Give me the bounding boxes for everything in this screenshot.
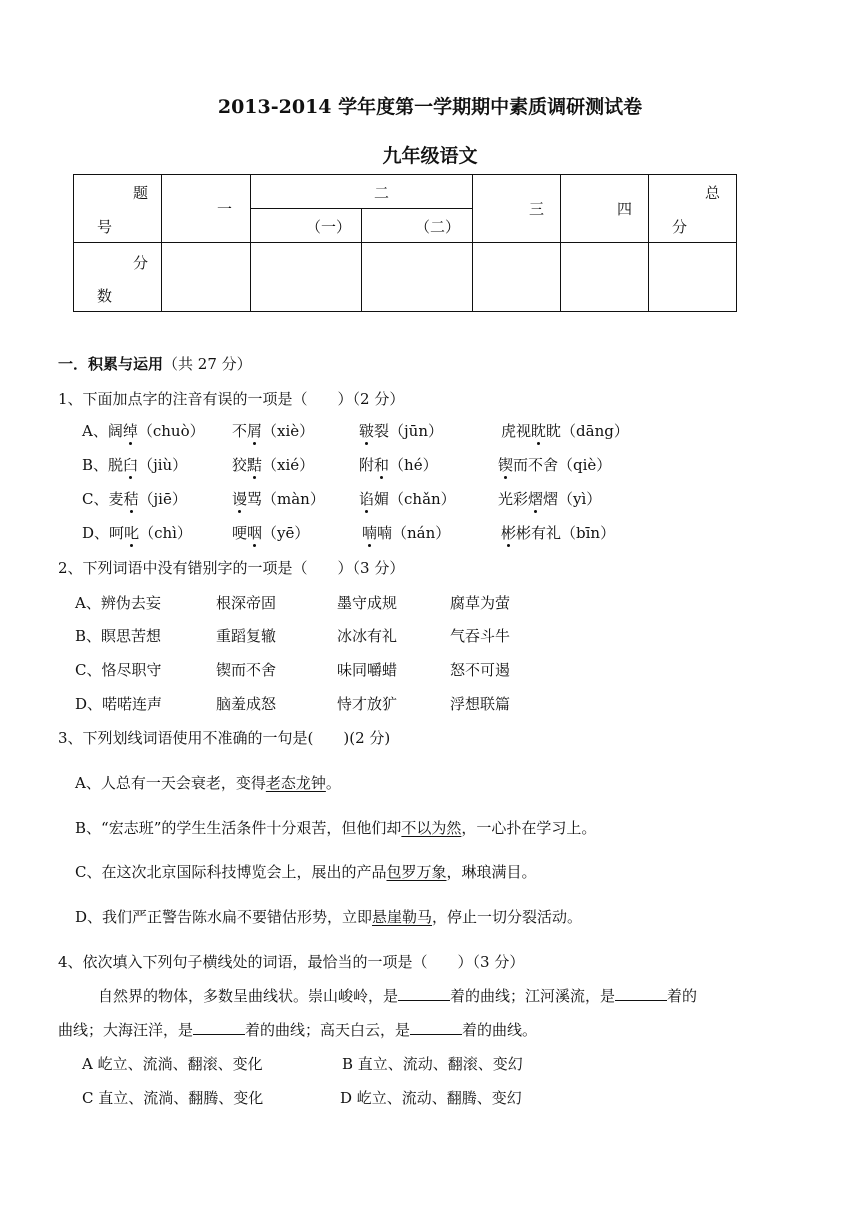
- dotted-char: 秸: [123, 490, 139, 508]
- dotted-char: 锲: [498, 456, 514, 474]
- question-1-option-c-word-4: [498, 488, 601, 509]
- option-text: B、“宏志班”的学生生活条件十分艰苦，但他们却: [75, 819, 402, 837]
- question-1-option-a: [82, 420, 205, 441]
- table-header-col-1: 一: [217, 200, 233, 218]
- question-2-option-d-2: 脑羞成怒: [216, 695, 277, 713]
- pinyin: （hé）: [389, 456, 438, 474]
- question-2-option-c-2: 锲而不舍: [216, 661, 277, 679]
- fill-blank[interactable]: [615, 986, 667, 1001]
- option-text: 虎视: [501, 422, 532, 440]
- section-points: （共 27 分）: [163, 355, 252, 373]
- option-text: 熠（yì）: [543, 490, 602, 508]
- question-4-option-c: C 直立、流淌、翻腾、变化: [82, 1089, 264, 1107]
- passage-text: 着的: [667, 987, 698, 1005]
- option-text: 阔: [107, 422, 123, 440]
- option-text: 而不舍（qiè）: [513, 456, 612, 474]
- question-2-option-c-4: 怒不可遏: [450, 661, 511, 679]
- option-text: 麦: [108, 490, 124, 508]
- question-3-stem: 3、下列划线词语使用不准确的一句是( )(2 分): [58, 729, 391, 747]
- option-text: ，停止一切分裂活动。: [432, 908, 583, 926]
- question-2-option-c-1: C、恪尽职守: [75, 661, 162, 679]
- option-text: 狡: [232, 456, 248, 474]
- question-1-option-d: [82, 522, 192, 543]
- table-header-col-3: 三: [529, 200, 545, 218]
- table-header-tihao-1: 题: [133, 184, 149, 202]
- table-col-divider: [361, 208, 362, 312]
- table-col-divider: [648, 174, 649, 312]
- pinyin: （chì）: [139, 524, 192, 542]
- question-1-option-b-word-3: [359, 454, 438, 475]
- option-letter: C、: [82, 490, 109, 508]
- table-col-divider: [250, 174, 251, 312]
- table-col-divider: [560, 174, 561, 312]
- option-text: D、我们严正警告陈水扁不要错估形势，立即: [75, 908, 373, 926]
- dotted-char: 熠: [528, 490, 544, 508]
- question-4-option-b: B 直立、流动、翻滚、变幻: [342, 1055, 523, 1073]
- dotted-char: 屑: [247, 422, 263, 440]
- table-border-right: [736, 174, 737, 312]
- question-3-option-d: [75, 906, 582, 927]
- question-1-option-d-word-2: [232, 522, 309, 543]
- table-score-label-2: 数: [97, 287, 113, 305]
- question-2-option-a-2: 根深帝固: [216, 594, 277, 612]
- pinyin: （xiè）: [262, 422, 315, 440]
- passage-text: 着的曲线。: [462, 1021, 538, 1039]
- question-1-option-b-word-4: [498, 454, 611, 475]
- fill-blank[interactable]: [398, 986, 450, 1001]
- question-1-option-c: [82, 488, 187, 509]
- dotted-char: 谩: [232, 490, 248, 508]
- pinyin: （jiù）: [138, 456, 188, 474]
- option-text: 媚（chǎn）: [374, 490, 456, 508]
- fill-blank[interactable]: [410, 1020, 462, 1035]
- question-2-option-b-4: 气吞斗牛: [450, 627, 511, 645]
- score-table: [73, 174, 737, 312]
- exam-subtitle: 九年级语文: [382, 145, 478, 167]
- question-1-option-d-word-4: [501, 522, 615, 543]
- dotted-char: 臼: [123, 456, 139, 474]
- question-3-option-c: [75, 861, 537, 882]
- table-header-col-4: 四: [617, 200, 633, 218]
- table-score-label-1: 分: [133, 254, 149, 272]
- section-number: 一．: [58, 355, 89, 373]
- section-heading: [58, 353, 252, 374]
- table-border-bottom: [73, 311, 737, 312]
- option-text: 呵: [109, 524, 125, 542]
- question-1-option-a-word-4: [501, 420, 629, 441]
- option-text: ，琳琅满目。: [446, 863, 537, 881]
- table-header-tihao-2: 号: [97, 218, 113, 236]
- question-2-option-a-1: A、辨伪去妄: [75, 594, 161, 612]
- table-row-divider: [73, 242, 737, 243]
- option-text: 脱: [108, 456, 124, 474]
- underlined-phrase: 悬崖勒马: [372, 908, 433, 926]
- question-1-option-b-word-2: [232, 454, 314, 475]
- question-2-option-d-3: 恃才放犷: [337, 695, 398, 713]
- question-4-passage-line-1: [98, 985, 697, 1006]
- option-letter: A、: [82, 422, 108, 440]
- question-2-option-b-3: 冰冰有礼: [337, 627, 398, 645]
- option-letter: D、: [82, 524, 110, 542]
- question-1-option-b: [82, 454, 187, 475]
- option-text: 喃（nán）: [377, 524, 451, 542]
- option-text: 骂（màn）: [247, 490, 325, 508]
- option-text: ，一心扑在学习上。: [461, 819, 597, 837]
- question-3-option-a: [75, 772, 341, 793]
- question-2-stem: 2、下列词语中没有错别字的一项是（ ）（3 分）: [58, 559, 405, 577]
- question-4-stem: 4、依次填入下列句子横线处的词语，最恰当的一项是（ ）（3 分）: [58, 953, 525, 971]
- pinyin: （chuò）: [137, 422, 205, 440]
- question-4-option-a: A 屹立、流淌、翻滚、变化: [82, 1055, 263, 1073]
- table-border-left: [73, 174, 74, 312]
- table-col-divider: [161, 174, 162, 312]
- dotted-char: 喃: [362, 524, 378, 542]
- underlined-phrase: 老态龙钟: [265, 774, 326, 792]
- dotted-char: 眈: [531, 422, 547, 440]
- option-text: 光彩: [498, 490, 529, 508]
- table-header-total-1: 总: [705, 184, 721, 202]
- table-header-col-2: 二: [374, 184, 390, 202]
- question-2-option-a-4: 腐草为萤: [450, 594, 511, 612]
- question-2-option-a-3: 墨守成规: [337, 594, 398, 612]
- underlined-phrase: 包罗万象: [386, 863, 447, 881]
- question-1-option-a-word-3: [359, 420, 443, 441]
- dotted-char: 咽: [247, 524, 263, 542]
- passage-text: 着的曲线；高天白云，是: [245, 1021, 411, 1039]
- question-1-stem: 1、下面加点字的注音有误的一项是（ ）（2 分）: [58, 390, 405, 408]
- section-title: 积累与运用: [88, 355, 164, 373]
- option-text: 不: [232, 422, 248, 440]
- question-1-option-c-word-2: [232, 488, 325, 509]
- option-text: 眈（dāng）: [546, 422, 629, 440]
- option-text: A、人总有一天会衰老，变得: [75, 774, 266, 792]
- passage-text: 着的曲线；江河溪流，是: [450, 987, 616, 1005]
- dotted-char: 彬: [501, 524, 517, 542]
- question-2-option-c-3: 味同嚼蜡: [337, 661, 398, 679]
- question-4-option-d: D 屹立、流动、翻腾、变幻: [340, 1089, 522, 1107]
- passage-text: 自然界的物体，多数呈曲线状。崇山峻岭，是: [98, 987, 399, 1005]
- option-text: 哽: [232, 524, 248, 542]
- option-text: 。: [325, 774, 341, 792]
- pinyin: （jiē）: [138, 490, 187, 508]
- question-3-option-b: [75, 817, 596, 838]
- dotted-char: 叱: [124, 524, 140, 542]
- pinyin: （yē）: [262, 524, 310, 542]
- option-text: 裂（jūn）: [374, 422, 443, 440]
- underlined-phrase: 不以为然: [401, 819, 462, 837]
- question-1-option-a-word-2: [232, 420, 314, 441]
- table-header-col-2-sub-1: （一）: [306, 218, 352, 236]
- question-1-option-c-word-3: [359, 488, 456, 509]
- question-2-option-d-4: 浮想联篇: [450, 695, 511, 713]
- dotted-char: 皲: [359, 422, 375, 440]
- dotted-char: 黠: [247, 456, 263, 474]
- table-col-divider: [472, 174, 473, 312]
- table-header-col-2-sub-2: （二）: [415, 218, 461, 236]
- option-letter: B、: [82, 456, 109, 474]
- option-text: C、在这次北京国际科技博览会上，展出的产品: [75, 863, 387, 881]
- question-1-option-d-word-3: [362, 522, 450, 543]
- question-2-option-d-1: D、喏喏连声: [75, 695, 163, 713]
- exam-title: 2013-2014 学年度第一学期期中素质调研测试卷: [217, 96, 643, 118]
- pinyin: （xié）: [262, 456, 315, 474]
- option-text: 彬有礼（bīn）: [516, 524, 616, 542]
- table-header-total-2: 分: [672, 218, 688, 236]
- dotted-char: 绰: [122, 422, 138, 440]
- question-2-option-b-2: 重蹈复辙: [216, 627, 277, 645]
- table-border-top: [73, 174, 737, 175]
- passage-text: 曲线；大海汪洋，是: [58, 1021, 194, 1039]
- option-text: 附: [359, 456, 375, 474]
- dotted-char: 和: [374, 456, 390, 474]
- question-2-option-b-1: B、瞑思苦想: [75, 627, 162, 645]
- fill-blank[interactable]: [193, 1020, 245, 1035]
- dotted-char: 谄: [359, 490, 375, 508]
- question-4-passage-line-2: [58, 1019, 537, 1040]
